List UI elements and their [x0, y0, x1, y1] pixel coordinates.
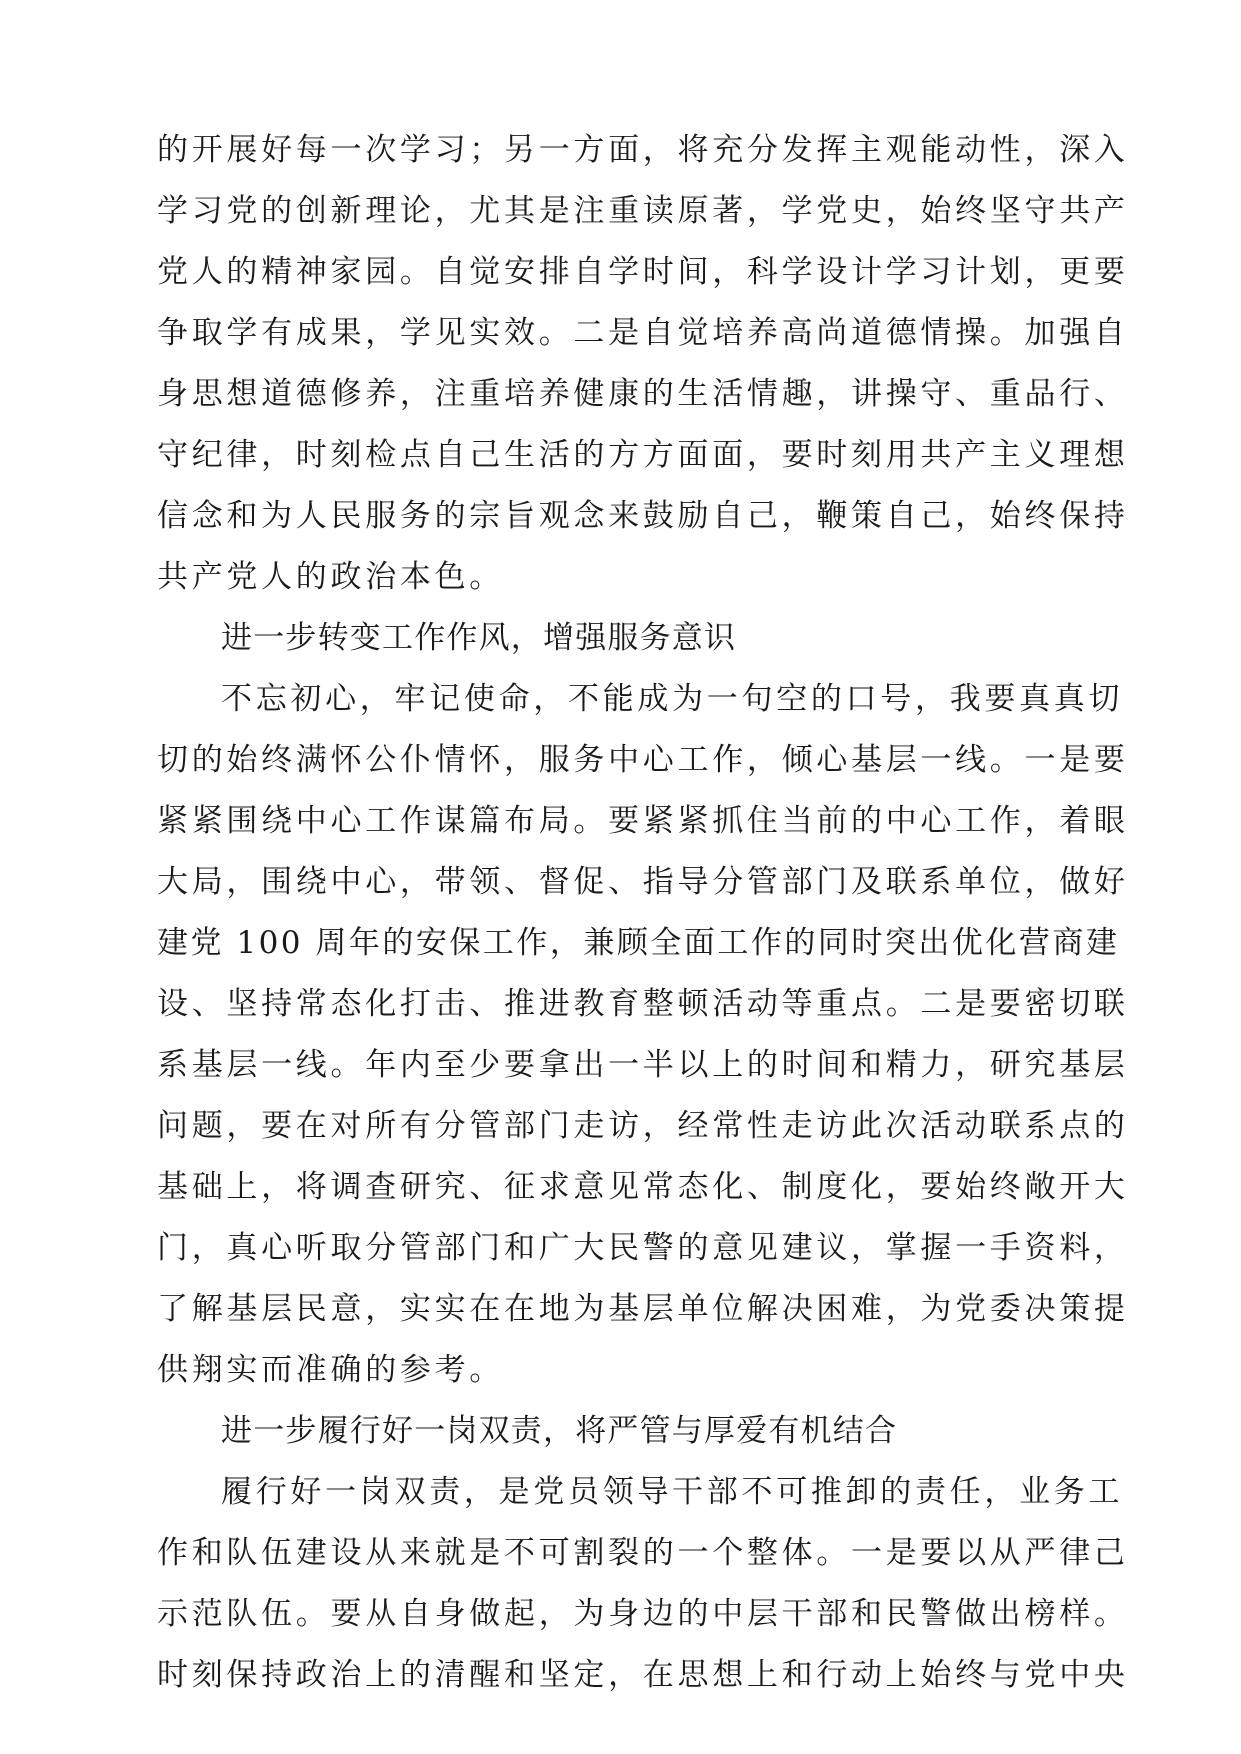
text-line: 守纪律，时刻检点自己生活的方方面面，要时刻用共产主义理想	[157, 437, 1129, 473]
section-heading: 进一步履行好一岗双责，将严管与厚爱有机结合	[221, 1413, 898, 1449]
text-line: 供翔实而准确的参考。	[157, 1352, 504, 1388]
text-line: 身思想道德修养，注重培养健康的生活情趣，讲操守、重品行、	[157, 376, 1129, 412]
text-line: 履行好一岗双责，是党员领导干部不可推卸的责任，业务工	[221, 1474, 1124, 1510]
body-text	[157, 120, 1129, 1706]
text-line: 时刻保持政治上的清醒和坚定，在思想上和行动上始终与党中央	[157, 1657, 1129, 1693]
text-line: 紧紧围绕中心工作谋篇布局。要紧紧抓住当前的中心工作，着眼	[157, 803, 1129, 839]
text-line: 设、坚持常态化打击、推进教育整顿活动等重点。二是要密切联	[157, 986, 1129, 1022]
text-line: 示范队伍。要从自身做起，为身边的中层干部和民警做出榜样。	[157, 1596, 1129, 1632]
text-line: 了解基层民意，实实在在地为基层单位解决困难，为党委决策提	[157, 1291, 1129, 1327]
text-line: 问题，要在对所有分管部门走访，经常性走访此次活动联系点的	[157, 1108, 1129, 1144]
text-line: 不忘初心，牢记使命，不能成为一句空的口号，我要真真切	[221, 681, 1124, 717]
text-line: 基础上，将调查研究、征求意见常态化、制度化，要始终敞开大	[157, 1169, 1129, 1205]
text-line: 共产党人的政治本色。	[157, 559, 504, 595]
text-line: 党人的精神家园。自觉安排自学时间，科学设计学习计划，更要	[157, 254, 1129, 290]
text-line: 大局，围绕中心，带领、督促、指导分管部门及联系单位，做好	[157, 864, 1129, 900]
section-heading: 进一步转变工作作风，增强服务意识	[221, 620, 737, 656]
text-line: 切的始终满怀公仆情怀，服务中心工作，倾心基层一线。一是要	[157, 742, 1129, 778]
text-line: 的开展好每一次学习；另一方面，将充分发挥主观能动性，深入	[157, 132, 1129, 168]
text-line: 门，真心听取分管部门和广大民警的意见建议，掌握一手资料，	[157, 1230, 1129, 1266]
text-line: 作和队伍建设从来就是不可割裂的一个整体。一是要以从严律己	[157, 1535, 1129, 1571]
text-line: 学习党的创新理论，尤其是注重读原著，学党史，始终坚守共产	[157, 193, 1129, 229]
text-line: 争取学有成果，学见实效。二是自觉培养高尚道德情操。加强自	[157, 315, 1129, 351]
text-line: 信念和为人民服务的宗旨观念来鼓励自己，鞭策自己，始终保持	[157, 498, 1129, 534]
text-line: 系基层一线。年内至少要拿出一半以上的时间和精力，研究基层	[157, 1047, 1129, 1083]
text-line: 建党 100 周年的安保工作，兼顾全面工作的同时突出优化营商建	[157, 925, 1120, 961]
